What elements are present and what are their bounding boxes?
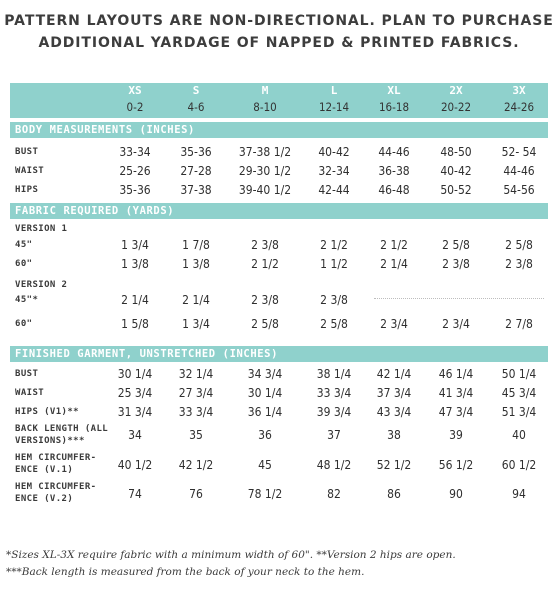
table-cell: 34 xyxy=(128,428,142,442)
table-cell: 2 1/4 xyxy=(121,293,149,307)
table-cell: 78 1/2 xyxy=(247,487,283,501)
table-cell: 2 3/8 xyxy=(505,257,533,271)
table-cell: 33-34 xyxy=(119,145,151,159)
table-cell: 74 xyxy=(128,487,142,501)
table-cell: 41 3/4 xyxy=(438,386,474,400)
table-cell: 1 3/8 xyxy=(121,257,149,271)
table-cell: 43 3/4 xyxy=(376,405,412,419)
table-cell: 45 xyxy=(258,458,272,472)
table-cell: 37-38 xyxy=(180,183,212,197)
table-cell: 35-36 xyxy=(119,183,151,197)
table-cell: 2 3/8 xyxy=(320,293,348,307)
row-label: WAIST xyxy=(15,166,45,176)
table-cell: 2 1/4 xyxy=(380,257,408,271)
table-cell: 30 1/4 xyxy=(247,386,283,400)
section-title-body: BODY MEASUREMENTS (INCHES) xyxy=(15,124,195,136)
table-cell: 86 xyxy=(387,487,401,501)
row-label: 45"* xyxy=(15,295,39,305)
size-range: 4-6 xyxy=(187,100,205,114)
table-cell: 37-38 1/2 xyxy=(238,145,292,159)
section-title-fabric: FABRIC REQUIRED (YARDS) xyxy=(15,205,175,217)
table-cell: 50 1/4 xyxy=(501,367,537,381)
size-range: 24-26 xyxy=(503,100,535,114)
size-code: M xyxy=(261,84,269,97)
table-cell: 1 3/4 xyxy=(182,317,210,331)
not-available-dotted-line xyxy=(374,298,544,299)
table-cell: 29-30 1/2 xyxy=(238,164,292,178)
table-cell: 46-48 xyxy=(378,183,410,197)
table-cell: 2 1/4 xyxy=(182,293,210,307)
row-label: HIPS xyxy=(15,185,39,195)
table-cell: 2 1/2 xyxy=(251,257,279,271)
table-cell: 60 1/2 xyxy=(501,458,537,472)
size-code: 2X xyxy=(449,84,463,97)
table-cell: 1 7/8 xyxy=(182,238,210,252)
size-range: 16-18 xyxy=(378,100,410,114)
row-label: BUST xyxy=(15,369,39,379)
table-cell: 2 1/2 xyxy=(380,238,408,252)
row-label: BACK LENGTH (ALL VERSIONS)*** xyxy=(15,424,109,446)
table-cell: 39 3/4 xyxy=(316,405,352,419)
table-cell: 44-46 xyxy=(503,164,535,178)
size-range: 12-14 xyxy=(318,100,350,114)
table-cell: 2 3/8 xyxy=(251,293,279,307)
table-cell: 1 3/4 xyxy=(121,238,149,252)
table-cell: 36-38 xyxy=(378,164,410,178)
table-cell: 40 1/2 xyxy=(117,458,153,472)
size-range: 8-10 xyxy=(253,100,277,114)
table-cell: 37 xyxy=(327,428,341,442)
table-cell: 27-28 xyxy=(180,164,212,178)
table-cell: 52- 54 xyxy=(501,145,537,159)
table-cell: 25 3/4 xyxy=(117,386,153,400)
table-cell: 40-42 xyxy=(440,164,472,178)
row-label: VERSION 2 xyxy=(15,280,68,290)
section-title-finished: FINISHED GARMENT, UNSTRETCHED (INCHES) xyxy=(15,348,279,360)
table-cell: 27 3/4 xyxy=(178,386,214,400)
table-cell: 33 3/4 xyxy=(178,405,214,419)
table-cell: 40 xyxy=(512,428,526,442)
row-label: HEM CIRCUMFER-ENCE (V.2) xyxy=(15,482,97,504)
table-cell: 39 xyxy=(449,428,463,442)
footnote-2: ***Back length is measured from the back of your neck to the hem. xyxy=(6,566,365,578)
heading-line-1: PATTERN LAYOUTS ARE NON-DIRECTIONAL. PLAN TO PURCHASE xyxy=(4,13,554,29)
row-label: 60" xyxy=(15,319,33,329)
table-cell: 48-50 xyxy=(440,145,472,159)
table-cell: 47 3/4 xyxy=(438,405,474,419)
table-cell: 2 3/8 xyxy=(251,238,279,252)
row-label: WAIST xyxy=(15,388,45,398)
table-cell: 1 5/8 xyxy=(121,317,149,331)
table-cell: 36 1/4 xyxy=(247,405,283,419)
row-label: HEM CIRCUMFER-ENCE (V.1) xyxy=(15,453,97,475)
table-cell: 45 3/4 xyxy=(501,386,537,400)
table-cell: 33 3/4 xyxy=(316,386,352,400)
table-cell: 38 1/4 xyxy=(316,367,352,381)
size-code: L xyxy=(330,84,338,97)
row-label: HIPS (V1)** xyxy=(15,407,80,417)
table-cell: 82 xyxy=(327,487,341,501)
table-cell: 2 5/8 xyxy=(505,238,533,252)
table-cell: 2 1/2 xyxy=(320,238,348,252)
footnote-1: *Sizes XL-3X require fabric with a minimum width of 60". **Version 2 hips are open. xyxy=(6,549,456,561)
row-label: 60" xyxy=(15,259,33,269)
size-code: S xyxy=(192,84,200,97)
size-code: XL xyxy=(387,84,401,97)
table-cell: 32 1/4 xyxy=(178,367,214,381)
table-cell: 42 1/4 xyxy=(376,367,412,381)
table-cell: 51 3/4 xyxy=(501,405,537,419)
table-cell: 32-34 xyxy=(318,164,350,178)
table-cell: 42-44 xyxy=(318,183,350,197)
table-cell: 2 5/8 xyxy=(320,317,348,331)
row-label: VERSION 1 xyxy=(15,224,68,234)
table-cell: 94 xyxy=(512,487,526,501)
row-label: 45" xyxy=(15,240,33,250)
table-cell: 37 3/4 xyxy=(376,386,412,400)
table-cell: 42 1/2 xyxy=(178,458,214,472)
row-label: BUST xyxy=(15,147,39,157)
table-cell: 35 xyxy=(189,428,203,442)
table-cell: 48 1/2 xyxy=(316,458,352,472)
table-cell: 56 1/2 xyxy=(438,458,474,472)
table-cell: 39-40 1/2 xyxy=(238,183,292,197)
table-cell: 31 3/4 xyxy=(117,405,153,419)
table-cell: 40-42 xyxy=(318,145,350,159)
table-cell: 2 5/8 xyxy=(442,238,470,252)
table-cell: 44-46 xyxy=(378,145,410,159)
table-cell: 2 3/4 xyxy=(442,317,470,331)
table-cell: 2 3/8 xyxy=(442,257,470,271)
table-cell: 35-36 xyxy=(180,145,212,159)
table-cell: 90 xyxy=(449,487,463,501)
table-cell: 36 xyxy=(258,428,272,442)
size-code: XS xyxy=(128,84,142,97)
table-cell: 52 1/2 xyxy=(376,458,412,472)
table-cell: 50-52 xyxy=(440,183,472,197)
table-cell: 30 1/4 xyxy=(117,367,153,381)
size-range: 0-2 xyxy=(126,100,144,114)
size-range: 20-22 xyxy=(440,100,472,114)
table-cell: 76 xyxy=(189,487,203,501)
table-cell: 46 1/4 xyxy=(438,367,474,381)
table-cell: 1 3/8 xyxy=(182,257,210,271)
table-cell: 54-56 xyxy=(503,183,535,197)
table-cell: 2 5/8 xyxy=(251,317,279,331)
table-cell: 34 3/4 xyxy=(247,367,283,381)
table-cell: 2 3/4 xyxy=(380,317,408,331)
size-code: 3X xyxy=(512,84,526,97)
table-cell: 1 1/2 xyxy=(320,257,348,271)
table-cell: 2 7/8 xyxy=(505,317,533,331)
table-cell: 25-26 xyxy=(119,164,151,178)
table-cell: 38 xyxy=(387,428,401,442)
heading-line-2: ADDITIONAL YARDAGE OF NAPPED & PRINTED FABRICS. xyxy=(38,35,520,51)
